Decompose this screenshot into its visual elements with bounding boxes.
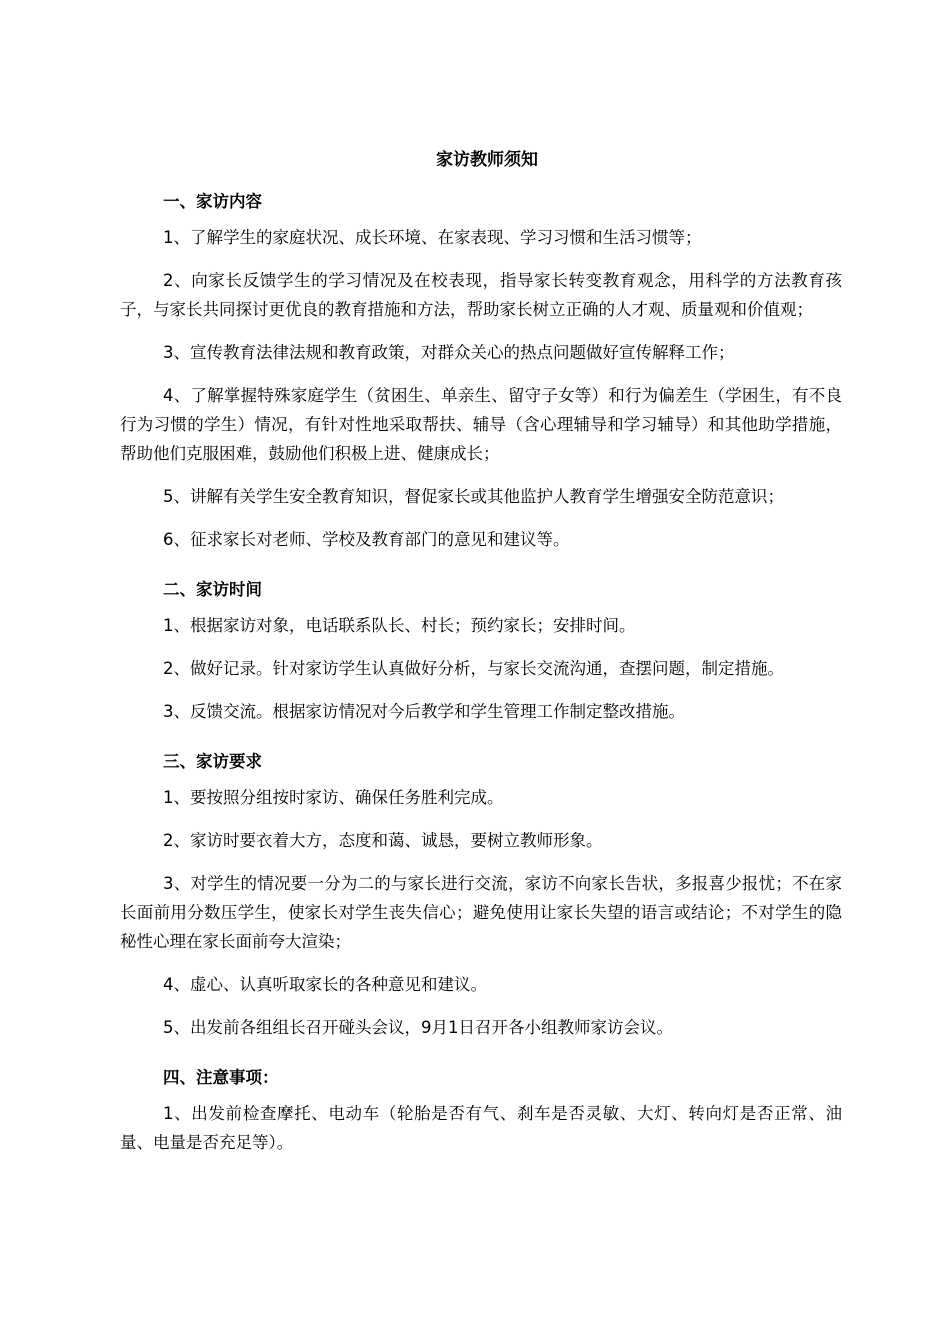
paragraph: 3、对学生的情况要一分为二的与家长进行交流，家访不向家长告状，多报喜少报忧；不在家长面前用分数压学生，使家长对学生丧失信心；避免使用让家长失望的语言或结论；不对学生的隐秘性心理在家长面前夸大渲染； xyxy=(120,874,842,951)
section-heading-time: 二、家访时间 xyxy=(163,580,262,599)
paragraph: 4、了解掌握特殊家庭学生（贫困生、单亲生、留守子女等）和行为偏差生（学困生，有不良行为习惯的学生）情况，有针对性地采取帮扶、辅导（含心理辅导和学习辅导）和其他助学措施，帮助他们克服困难，鼓励他们积极上进、健康成长； xyxy=(120,386,842,463)
paragraph: 4、虚心、认真听取家长的各种意见和建议。 xyxy=(163,975,487,994)
section-heading-content: 一、家访内容 xyxy=(163,192,262,211)
paragraph: 5、出发前各组组长召开碰头会议，9月1日召开各小组教师家访会议。 xyxy=(163,1018,673,1037)
document-body xyxy=(120,140,842,1171)
paragraph: 2、家访时要衣着大方，态度和蔼、诚恳，要树立教师形象。 xyxy=(163,831,603,850)
paragraph: 2、做好记录。针对家访学生认真做好分析，与家长交流沟通，查摆问题，制定措施。 xyxy=(163,659,784,678)
paragraph: 5、讲解有关学生安全教育知识，督促家长或其他监护人教育学生增强安全防范意识； xyxy=(163,487,784,506)
document-title: 家访教师须知 xyxy=(436,150,538,170)
paragraph: 1、了解学生的家庭状况、成长环境、在家表现、学习习惯和生活习惯等； xyxy=(163,228,702,247)
section-heading-notes: 四、注意事项： xyxy=(163,1068,279,1087)
paragraph: 6、征求家长对老师、学校及教育部门的意见和建议等。 xyxy=(163,530,570,549)
paragraph: 3、宣传教育法律法规和教育政策，对群众关心的热点问题做好宣传解释工作； xyxy=(163,343,735,362)
paragraph: 1、根据家访对象，电话联系队长、村长；预约家长；安排时间。 xyxy=(163,616,636,635)
paragraph: 1、出发前检查摩托、电动车（轮胎是否有气、刹车是否灵敏、大灯、转向灯是否正常、油量、电量是否充足等）。 xyxy=(120,1104,842,1152)
paragraph: 1、要按照分组按时家访、确保任务胜利完成。 xyxy=(163,788,504,807)
paragraph: 2、向家长反馈学生的学习情况及在校表现，指导家长转变教育观念，用科学的方法教育孩子，与家长共同探讨更优良的教育措施和方法，帮助家长树立正确的人才观、质量观和价值观； xyxy=(120,271,842,319)
section-heading-requirements: 三、家访要求 xyxy=(163,752,262,771)
paragraph: 3、反馈交流。根据家访情况对今后教学和学生管理工作制定整改措施。 xyxy=(163,702,685,721)
